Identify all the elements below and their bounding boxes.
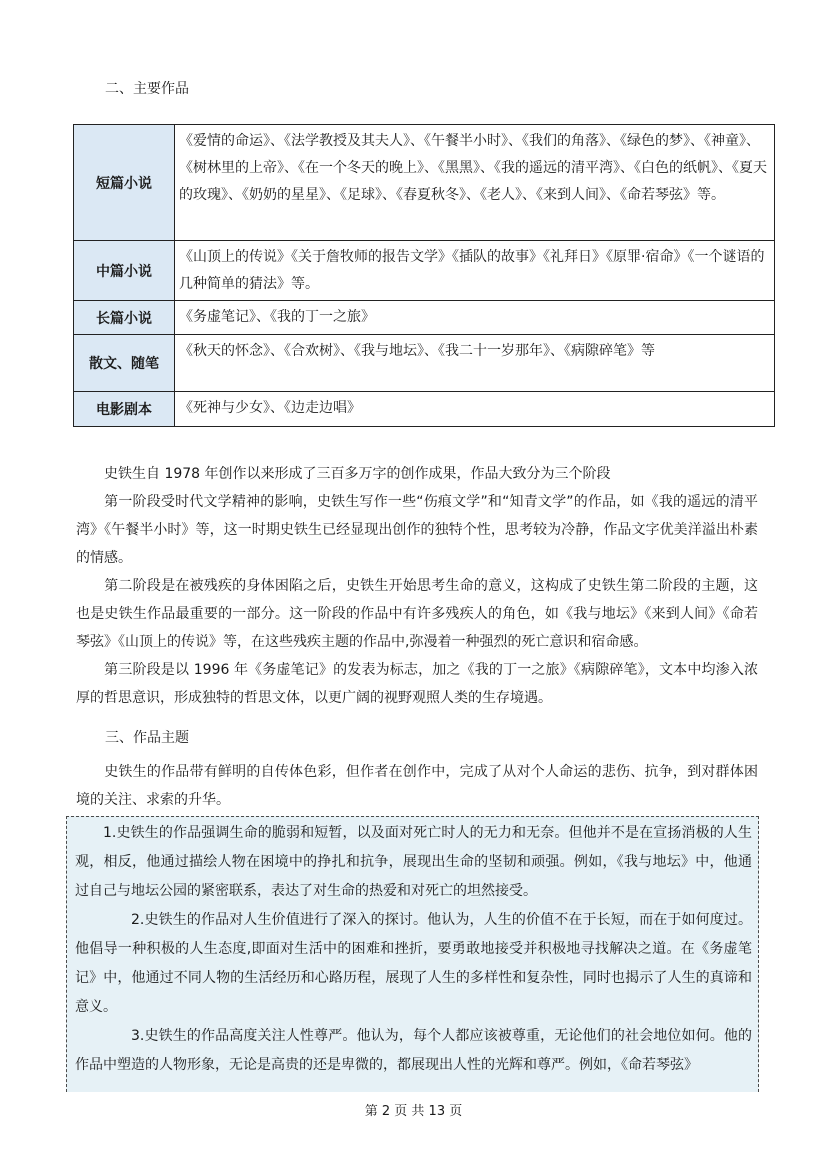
page-footer: 第 2 页 共 13 页 — [364, 1104, 463, 1119]
section-three-heading: 三、作品主题 — [105, 730, 189, 746]
stage-three-paragraph: 第三阶段是以 1996 年《务虚笔记》的发表为标志，加之《我的丁一之旅》《病隙碎笔》，文本中均渗入浓厚的哲思意识，形成独特的哲思文体，以更广阔的视野观照人类的生存境遇。 — [76, 662, 758, 706]
table-row — [74, 392, 775, 427]
theme-paragraph: 3.史铁生的作品高度关注人性尊严。他认为，每个人都应该被尊重，无论他们的社会地位如何。他的作品中塑造的人物形象，无论是高贵的还是卑微的，都展现出人性的光辉和尊严。例如，《命若琴弦》 — [75, 1028, 752, 1073]
category-cell: 长篇小说 — [74, 301, 175, 335]
stages-intro: 史铁生自 1978 年创作以来形成了三百多万字的创作成果，作品大致分为三个阶段 — [104, 466, 611, 482]
stage-two-paragraph: 第二阶段是在被残疾的身体困陷之后，史铁生开始思考生命的意义，这构成了史铁生第二阶段的主题，这也是史铁生作品最重要的一部分。这一阶段的作品中有许多残疾人的角色，如《我与地坛》《来到人间》《命若琴弦》《山顶上的传说》等，在这些残疾主题的作品中,弥漫着一种强烈的死亡意识和宿命感。 — [76, 578, 758, 650]
table-row — [74, 335, 775, 392]
themes-intro: 史铁生的作品带有鲜明的自传体色彩，但作者在创作中，完成了从对个人命运的悲伤、抗争，到对群体困境的关注、求索的升华。 — [76, 764, 758, 808]
theme-paragraph: 1.史铁生的作品强调生命的脆弱和短暂，以及面对死亡时人的无力和无奈。但他并不是在宣扬消极的人生观，相反，他通过描绘人物在困境中的挣扎和抗争，展现出生命的坚韧和顽强。例如，《我与地坛》中，他通过自己与地坛公园的紧密联系，表达了对生命的热爱和对死亡的坦然接受。 — [75, 825, 752, 899]
section-two-heading: 二、主要作品 — [105, 81, 189, 97]
table-row — [74, 241, 775, 301]
works-table — [73, 124, 775, 427]
category-cell: 中篇小说 — [74, 241, 175, 301]
works-cell: 《死神与少女》、《边走边唱》 — [175, 392, 775, 427]
themes-box — [66, 816, 759, 1092]
table-row — [74, 301, 775, 335]
works-cell: 《爱情的命运》、《法学教授及其夫人》、《午餐半小时》、《我们的角落》、《绿色的梦》、《神童》、《树林里的上帝》、《在一个冬天的晚上》、《黑黑》、《我的遥远的清平湾》、《白色的纸帆》、《夏天的玫瑰》、《奶奶的星星》、《足球》、《春夏秋冬》、《老人》、《来到人间》、《命若琴弦》等。 — [175, 125, 775, 241]
category-cell: 电影剧本 — [74, 392, 175, 427]
works-cell: 《山顶上的传说》《关于詹牧师的报告文学》《插队的故事》《礼拜日》《原罪·宿命》《一个谜语的几种简单的猜法》等。 — [175, 241, 775, 301]
category-cell: 散文、随笔 — [74, 335, 175, 392]
theme-paragraph: 2.史铁生的作品对人生价值进行了深入的探讨。他认为，人生的价值不在于长短，而在于如何度过。他倡导一种积极的人生态度,即面对生活中的困难和挫折，要勇敢地接受并积极地寻找解决之道。在《务虚笔记》中，他通过不同人物的生活经历和心路历程，展现了人生的多样性和复杂性，同时也揭示了人生的真谛和意义。 — [75, 912, 752, 1015]
stage-one-paragraph: 第一阶段受时代文学精神的影响，史铁生写作一些“伤痕文学”和“知青文学”的作品，如《我的遥远的清平湾》《午餐半小时》等，这一时期史铁生已经显现出创作的独特个性，思考较为冷静，作品文字优美洋溢出朴素的情感。 — [76, 494, 758, 566]
category-cell: 短篇小说 — [74, 125, 175, 241]
works-cell: 《务虚笔记》、《我的丁一之旅》 — [175, 301, 775, 335]
table-row — [74, 125, 775, 241]
works-cell: 《秋天的怀念》、《合欢树》、《我与地坛》、《我二十一岁那年》、《病隙碎笔》等 — [175, 335, 775, 392]
